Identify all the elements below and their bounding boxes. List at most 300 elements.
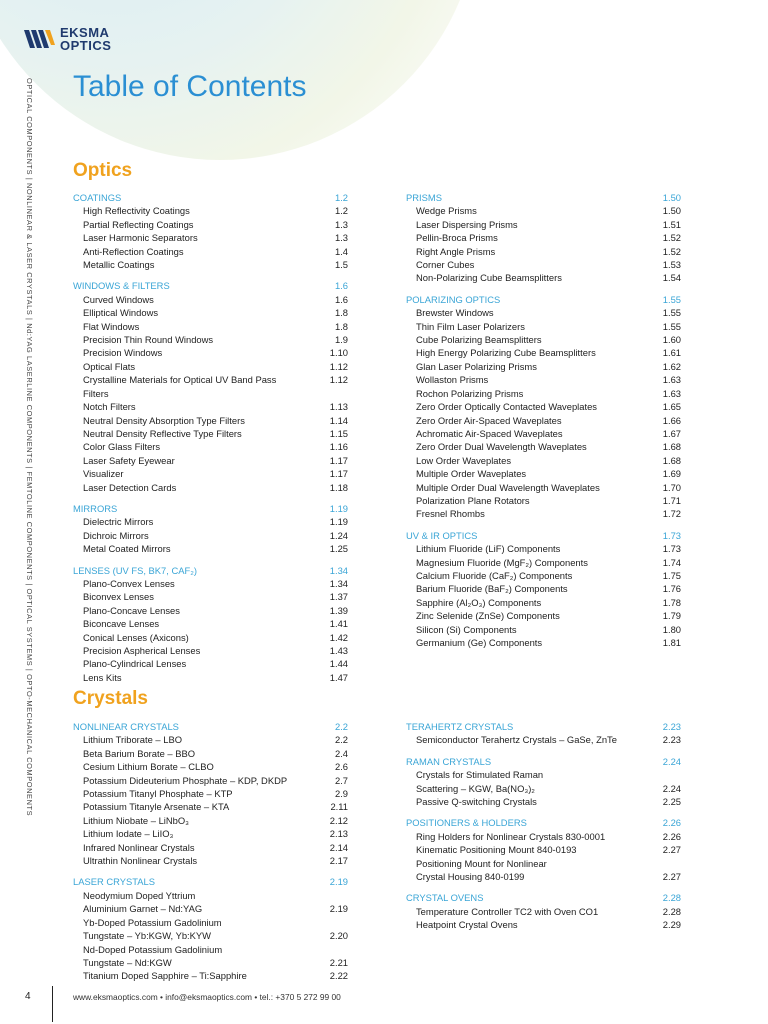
toc-entry-title: High Reflectivity Coatings [83, 205, 190, 217]
toc-entry-page: 1.80 [662, 623, 681, 635]
toc-entry-page: 1.12 [329, 374, 348, 386]
toc-entry[interactable] [73, 854, 348, 867]
toc-entry-page: 1.3 [334, 232, 348, 244]
toc-entry-page: 1.24 [329, 529, 348, 541]
toc-entry-title: Plano-Concave Lenses [83, 604, 180, 616]
toc-group-title: UV & IR OPTICS [406, 529, 478, 541]
toc-entry-page: 1.12 [329, 360, 348, 372]
toc-entry[interactable] [73, 218, 348, 231]
toc-entry-page: 1.4 [334, 245, 348, 257]
toc-entry[interactable] [406, 306, 681, 319]
toc-entry[interactable] [73, 373, 348, 400]
toc-entry-title: Plano-Convex Lenses [83, 577, 175, 589]
toc-entry-page: 1.78 [662, 596, 681, 608]
toc-entry[interactable] [73, 333, 348, 346]
toc-entry[interactable] [73, 814, 348, 827]
toc-entry-page: 1.47 [329, 671, 348, 683]
toc-entry-page: 1.44 [329, 658, 348, 670]
toc-entry[interactable] [73, 671, 348, 684]
toc-entry-page: 1.15 [329, 427, 348, 439]
toc-entry-title: Brewster Windows [416, 307, 494, 319]
toc-entry[interactable] [73, 360, 348, 373]
toc-group-title: NONLINEAR CRYSTALS [73, 721, 179, 732]
toc-entry-page: 1.69 [662, 468, 681, 480]
toc-entry-page: 2.2 [334, 734, 348, 746]
toc-entry-title: Visualizer [83, 468, 124, 480]
toc-entry[interactable] [406, 918, 681, 931]
toc-entry-title: Conical Lenses (Axicons) [83, 631, 189, 643]
toc-entry-page: 1.54 [662, 272, 681, 284]
toc-entry-page: 1.81 [662, 637, 681, 648]
toc-entry-page: 1.74 [662, 556, 681, 568]
toc-entry[interactable] [73, 631, 348, 644]
toc-entry-page: 1.72 [662, 508, 681, 520]
toc-group [73, 720, 348, 867]
toc-entry[interactable] [406, 373, 681, 386]
toc-entry-page: 2.4 [334, 747, 348, 759]
toc-group-heading[interactable] [406, 891, 681, 904]
toc-entry-title: Zero Order Dual Wavelength Waveplates [416, 441, 587, 453]
toc-entry[interactable] [73, 617, 348, 630]
toc-entry-title: Titanium Doped Sapphire – Ti:Sapphire [83, 970, 247, 982]
toc-entry[interactable] [406, 768, 681, 795]
toc-entry-title: Positioning Mount for Nonlinear Crystal Housing 840-0199 [416, 857, 547, 883]
toc-entry-page: 1.79 [662, 610, 681, 622]
toc-entry[interactable] [73, 440, 348, 453]
toc-entry-title: Potassium Titanyle Arsenate – KTA [83, 801, 230, 813]
toc-entry-page: 2.14 [329, 841, 348, 853]
toc-entry-page: 1.3 [334, 218, 348, 230]
toc-group-heading[interactable] [406, 191, 681, 204]
toc-entry-page: 1.53 [662, 259, 681, 271]
toc-group-heading[interactable] [406, 529, 681, 542]
toc-group [406, 293, 681, 521]
toc-entry-title: Infrared Nonlinear Crystals [83, 841, 195, 853]
toc-group-page: 1.50 [662, 192, 681, 203]
logo[interactable] [24, 26, 111, 52]
section-heading-crystals: Crystals [73, 688, 148, 709]
toc-group-page: 2.24 [662, 755, 681, 767]
toc-group [73, 875, 348, 982]
toc-entry-page: 2.13 [329, 828, 348, 840]
toc-entry[interactable] [73, 454, 348, 467]
toc-group-title: WINDOWS & FILTERS [73, 280, 170, 292]
toc-entry-title: Semiconductor Terahertz Crystals – GaSe, ZnTe [416, 734, 617, 746]
toc-entry[interactable] [406, 467, 681, 480]
toc-column [73, 191, 348, 692]
toc-entry-title: Partial Reflecting Coatings [83, 218, 194, 230]
toc-entry-page: 1.71 [662, 494, 681, 506]
toc-entry-title: Elliptical Windows [83, 307, 159, 319]
toc-entry[interactable] [73, 590, 348, 603]
toc-group [73, 191, 348, 271]
toc-group-page: 2.2 [334, 721, 348, 732]
toc-group [406, 191, 681, 285]
toc-entry-page: 2.22 [329, 970, 348, 982]
toc-entry-page: 1.67 [662, 427, 681, 439]
toc-entry[interactable] [73, 515, 348, 528]
footer-contact: www.eksmaoptics.com • info@eksmaoptics.com • tel.: +370 5 272 99 00 [73, 992, 341, 1002]
toc-entry-title: Laser Harmonic Separators [83, 232, 198, 244]
toc-entry-page: 1.19 [329, 516, 348, 528]
toc-entry[interactable] [406, 427, 681, 440]
toc-group [406, 529, 681, 650]
toc-entry-page: 2.9 [334, 788, 348, 800]
toc-group [406, 891, 681, 931]
toc-entry[interactable] [73, 577, 348, 590]
toc-entry-title: Neutral Density Reflective Type Filters [83, 427, 242, 439]
toc-group-page: 1.2 [334, 192, 348, 203]
toc-entry[interactable] [406, 609, 681, 622]
toc-entry[interactable] [73, 604, 348, 617]
toc-entry-page: 1.66 [662, 414, 681, 426]
toc-entry[interactable] [73, 827, 348, 840]
toc-entry[interactable] [73, 293, 348, 306]
toc-entry[interactable] [73, 800, 348, 813]
toc-entry-title: Right Angle Prisms [416, 245, 496, 257]
toc-entry-title: Ultrathin Nonlinear Crystals [83, 855, 198, 867]
toc-entry-page: 1.76 [662, 583, 681, 595]
toc-group-heading[interactable] [406, 816, 681, 829]
toc-entry[interactable] [73, 204, 348, 217]
toc-group-title: CRYSTAL OVENS [406, 892, 484, 904]
toc-entry[interactable] [73, 258, 348, 271]
toc-entry[interactable] [406, 204, 681, 217]
toc-entry[interactable] [406, 733, 681, 746]
toc-entry-title: Precision Windows [83, 347, 163, 359]
toc-entry-title: Anti-Reflection Coatings [83, 245, 184, 257]
toc-entry-title: Low Order Waveplates [416, 454, 512, 466]
toc-entry-page: 1.39 [329, 604, 348, 616]
toc-entry-page: 1.37 [329, 591, 348, 603]
toc-entry-page: 2.6 [334, 761, 348, 773]
toc-entry-title: Curved Windows [83, 293, 154, 305]
toc-entry[interactable] [406, 636, 681, 649]
toc-entry-page: 2.11 [330, 801, 348, 813]
toc-entry-page: 1.75 [662, 569, 681, 581]
toc-group-heading[interactable] [406, 720, 681, 733]
toc-group-heading[interactable] [73, 191, 348, 204]
toc-entry[interactable] [73, 733, 348, 746]
toc-entry[interactable] [73, 943, 348, 970]
toc-entry-title: Lithium Iodate – LiIO₃ [83, 828, 174, 840]
toc-entry[interactable] [73, 306, 348, 319]
toc-entry[interactable] [406, 400, 681, 413]
toc-group-title: TERAHERTZ CRYSTALS [406, 721, 514, 732]
toc-entry-title: High Energy Polarizing Cube Beamsplitters [416, 347, 596, 359]
toc-entry[interactable] [406, 569, 681, 582]
toc-entry-page: 1.52 [662, 232, 681, 244]
toc-entry-title: Optical Flats [83, 360, 136, 372]
toc-entry[interactable] [73, 644, 348, 657]
toc-entry-page: 1.34 [329, 577, 348, 589]
toc-entry[interactable] [406, 258, 681, 271]
toc-entry-title: Temperature Controller TC2 with Oven CO1 [416, 905, 599, 917]
toc-group-page: 1.73 [662, 529, 681, 541]
toc-entry[interactable] [73, 747, 348, 760]
toc-entry-title: Cesium Lithium Borate – CLBO [83, 761, 214, 773]
toc-group-heading[interactable] [406, 755, 681, 768]
toc-entry-title: Kinematic Positioning Mount 840-0193 [416, 844, 577, 856]
toc-entry-title: Achromatic Air-Spaced Waveplates [416, 427, 563, 439]
toc-entry-page: 1.68 [662, 441, 681, 453]
toc-entry-title: Heatpoint Crystal Ovens [416, 919, 518, 931]
toc-entry-page: 1.17 [329, 454, 348, 466]
toc-group [406, 755, 681, 809]
toc-entry-title: Biconcave Lenses [83, 618, 160, 630]
toc-entry-page: 1.61 [662, 347, 681, 359]
toc-entry-title: Zero Order Optically Contacted Waveplates [416, 401, 597, 413]
toc-entry-page: 1.50 [662, 205, 681, 217]
toc-entry-title: Color Glass Filters [83, 441, 161, 453]
toc-entry-page: 2.12 [329, 814, 348, 826]
toc-entry-title: Crystals for Stimulated Raman Scattering – KGW, Ba(NO₃)₂ [416, 769, 544, 794]
toc-entry-page: 2.29 [662, 919, 681, 931]
toc-entry[interactable] [406, 905, 681, 918]
toc-entry-page: 1.2 [334, 205, 348, 217]
toc-entry-title: Fresnel Rhombs [416, 508, 485, 520]
toc-group-heading[interactable] [73, 279, 348, 292]
toc-entry-page: 1.5 [334, 259, 348, 271]
toc-entry[interactable] [73, 657, 348, 670]
toc-entry[interactable] [73, 841, 348, 854]
toc-entry-page: 2.23 [662, 734, 681, 746]
toc-entry[interactable] [73, 245, 348, 258]
toc-entry-title: Precision Thin Round Windows [83, 334, 214, 346]
toc-entry-title: Beta Barium Borate – BBO [83, 747, 196, 759]
toc-entry[interactable] [406, 414, 681, 427]
toc-entry-page: 1.9 [334, 334, 348, 346]
toc-entry-page: 1.60 [662, 334, 681, 346]
toc-entry-page: 1.70 [662, 481, 681, 493]
toc-entry-page: 1.73 [662, 543, 681, 555]
toc-entry[interactable] [73, 400, 348, 413]
toc-entry-page: 1.41 [329, 618, 348, 630]
toc-entry[interactable] [406, 507, 681, 520]
toc-entry-page: 2.20 [329, 930, 348, 942]
toc-entry[interactable] [406, 542, 681, 555]
toc-entry-page: 1.51 [662, 218, 681, 230]
toc-group [406, 720, 681, 747]
toc-entry-page: 1.14 [329, 414, 348, 426]
toc-entry[interactable] [406, 218, 681, 231]
toc-entry-page: 2.27 [662, 871, 681, 883]
toc-entry[interactable] [406, 333, 681, 346]
toc-entry-title: Rochon Polarizing Prisms [416, 387, 524, 399]
toc-entry-page: 1.62 [662, 360, 681, 372]
toc-entry-title: Glan Laser Polarizing Prisms [416, 360, 537, 372]
toc-group-heading[interactable] [406, 293, 681, 306]
toc-group-heading[interactable] [73, 875, 348, 888]
toc-entry-page: 2.28 [662, 905, 681, 917]
toc-entry-title: Wedge Prisms [416, 205, 477, 217]
toc-group-page: 2.19 [329, 876, 348, 888]
toc-entry-title: Laser Dispersing Prisms [416, 218, 518, 230]
toc-group-page: 1.55 [662, 293, 681, 305]
toc-entry[interactable] [406, 231, 681, 244]
toc-entry-title: Biconvex Lenses [83, 591, 154, 603]
toc-entry-title: Flat Windows [83, 320, 140, 332]
toc-entry[interactable] [73, 787, 348, 800]
toc-entry-page: 1.65 [662, 401, 681, 413]
toc-entry-page: 2.27 [662, 844, 681, 856]
toc-column [73, 720, 348, 991]
toc-entry[interactable] [406, 320, 681, 333]
toc-entry-title: Non-Polarizing Cube Beamsplitters [416, 272, 562, 284]
toc-entry[interactable] [406, 387, 681, 400]
toc-entry-title: Multiple Order Dual Wavelength Waveplates [416, 481, 600, 493]
toc-entry-title: Passive Q-switching Crystals [416, 796, 537, 808]
toc-group-title: POSITIONERS & HOLDERS [406, 817, 527, 829]
toc-group [406, 816, 681, 883]
section-heading-optics: Optics [73, 160, 133, 181]
toc-entry-page: 1.52 [662, 245, 681, 257]
toc-group-heading[interactable] [73, 564, 348, 577]
toc-entry[interactable] [73, 481, 348, 494]
toc-entry-title: Thin Film Laser Polarizers [416, 320, 525, 332]
toc-entry[interactable] [73, 969, 348, 982]
toc-entry[interactable] [73, 414, 348, 427]
toc-entry-page: 1.10 [329, 347, 348, 359]
toc-entry[interactable] [406, 582, 681, 595]
toc-entry[interactable] [406, 440, 681, 453]
toc-entry-title: Laser Safety Eyewear [83, 454, 175, 466]
toc-entry-title: Germanium (Ge) Components [416, 637, 543, 648]
toc-group-page: 1.6 [334, 280, 348, 292]
toc-entry[interactable] [73, 774, 348, 787]
toc-entry[interactable] [406, 556, 681, 569]
toc-entry[interactable] [406, 830, 681, 843]
toc-group-page: 1.34 [329, 564, 348, 576]
toc-entry-page: 2.26 [662, 830, 681, 842]
logo-line-2: OPTICS [60, 38, 112, 53]
toc-entry-title: Metallic Coatings [83, 259, 155, 271]
toc-entry-title: Potassium Titanyl Phosphate – KTP [83, 788, 233, 800]
toc-group-page: 2.23 [662, 721, 681, 732]
toc-entry[interactable] [406, 623, 681, 636]
toc-entry-page: 1.43 [329, 645, 348, 656]
toc-entry[interactable] [73, 346, 348, 359]
toc-entry[interactable] [73, 542, 348, 555]
toc-entry-title: Metal Coated Mirrors [83, 543, 171, 555]
toc-entry-title: Lithium Niobate – LiNbO₃ [83, 814, 189, 826]
toc-entry-page: 2.7 [334, 774, 348, 786]
toc-entry-title: Precision Aspherical Lenses [83, 645, 201, 656]
toc-entry-title: Pellin-Broca Prisms [416, 232, 498, 244]
toc-entry-title: Lithium Fluoride (LiF) Components [416, 543, 561, 555]
toc-entry-title: Cube Polarizing Beamsplitters [416, 334, 542, 346]
toc-entry[interactable] [406, 454, 681, 467]
toc-entry[interactable] [406, 271, 681, 284]
toc-entry[interactable] [406, 481, 681, 494]
toc-entry-page: 1.55 [662, 320, 681, 332]
toc-entry-page: 1.42 [329, 631, 348, 643]
toc-entry-title: Barium Fluoride (BaF₂) Components [416, 583, 568, 595]
toc-column [406, 191, 681, 657]
logo-line-1: EKSMA [60, 25, 110, 40]
toc-entry[interactable] [406, 843, 681, 856]
toc-entry-title: Magnesium Fluoride (MgF₂) Components [416, 556, 588, 568]
toc-group [73, 564, 348, 685]
toc-group [73, 279, 348, 494]
toc-entry-title: Wollaston Prisms [416, 374, 489, 386]
toc-entry-title: Lithium Triborate – LBO [83, 734, 183, 746]
toc-group-title: LENSES (UV FS, BK7, CAF₂) [73, 564, 197, 576]
toc-group-title: LASER CRYSTALS [73, 876, 155, 888]
toc-group-heading[interactable] [73, 720, 348, 733]
toc-entry-title: Polarization Plane Rotators [416, 494, 530, 506]
toc-entry-title: Lens Kits [83, 671, 122, 683]
toc-entry[interactable] [73, 760, 348, 773]
toc-entry-title: Corner Cubes [416, 259, 475, 271]
toc-entry-page: 2.21 [329, 956, 348, 968]
logo-text [60, 26, 111, 52]
toc-entry[interactable] [406, 857, 681, 884]
toc-entry[interactable] [406, 795, 681, 808]
toc-group-title: COATINGS [73, 192, 122, 203]
toc-entry[interactable] [73, 231, 348, 244]
toc-entry-title: Nd-Doped Potassium Gadolinium Tungstate – Nd:KGW [83, 943, 223, 968]
toc-entry-page: 1.18 [329, 481, 348, 493]
toc-group-title: RAMAN CRYSTALS [406, 755, 492, 767]
toc-entry-title: Plano-Cylindrical Lenses [83, 658, 187, 670]
toc-entry-title: Silicon (Si) Components [416, 623, 517, 635]
toc-entry[interactable] [73, 467, 348, 480]
toc-entry-page: 1.8 [334, 320, 348, 332]
toc-entry-page: 1.55 [662, 307, 681, 319]
page-title: Table of Contents [73, 70, 307, 103]
toc-entry-page: 1.68 [662, 454, 681, 466]
toc-entry-page: 1.6 [334, 293, 348, 305]
toc-entry[interactable] [406, 596, 681, 609]
toc-entry-title: Dielectric Mirrors [83, 516, 154, 528]
toc-entry-title: Crystalline Materials for Optical UV Band Pass Filters [83, 374, 277, 399]
toc-entry[interactable] [73, 889, 348, 916]
toc-group-title: MIRRORS [73, 502, 118, 514]
toc-entry-title: Laser Detection Cards [83, 481, 177, 493]
toc-entry-title: Neutral Density Absorption Type Filters [83, 414, 245, 426]
toc-group-title: POLARIZING OPTICS [406, 293, 501, 305]
toc-entry[interactable] [406, 360, 681, 373]
toc-entry-title: Calcium Fluoride (CaF₂) Components [416, 569, 573, 581]
toc-group [73, 502, 348, 556]
toc-column [406, 720, 681, 940]
toc-entry-title: Notch Filters [83, 401, 136, 413]
toc-entry-title: Ring Holders for Nonlinear Crystals 830-0001 [416, 830, 606, 842]
toc-entry[interactable] [73, 916, 348, 943]
toc-entry-page: 1.13 [329, 401, 348, 413]
toc-group-heading[interactable] [73, 502, 348, 515]
toc-entry-page: 2.17 [329, 855, 348, 867]
toc-entry-page: 2.24 [662, 782, 681, 794]
toc-entry[interactable] [406, 494, 681, 507]
toc-entry[interactable] [406, 346, 681, 359]
footer-divider [52, 986, 53, 1022]
toc-entry-title: Zero Order Air-Spaced Waveplates [416, 414, 562, 426]
toc-entry-title: Dichroic Mirrors [83, 529, 149, 541]
toc-entry[interactable] [73, 427, 348, 440]
toc-entry-title: Multiple Order Waveplates [416, 468, 527, 480]
toc-entry-title: Neodymium Doped Yttrium Aluminium Garnet – Nd:YAG [83, 889, 203, 915]
toc-entry[interactable] [73, 320, 348, 333]
toc-entry-title: Sapphire (Al₂O₃) Components [416, 596, 542, 608]
toc-entry[interactable] [406, 245, 681, 258]
toc-entry[interactable] [73, 529, 348, 542]
toc-group-page: 2.26 [662, 817, 681, 829]
toc-group-page: 1.19 [329, 502, 348, 514]
eksma-logo-icon [24, 28, 56, 50]
toc-group-page: 2.28 [662, 892, 681, 904]
